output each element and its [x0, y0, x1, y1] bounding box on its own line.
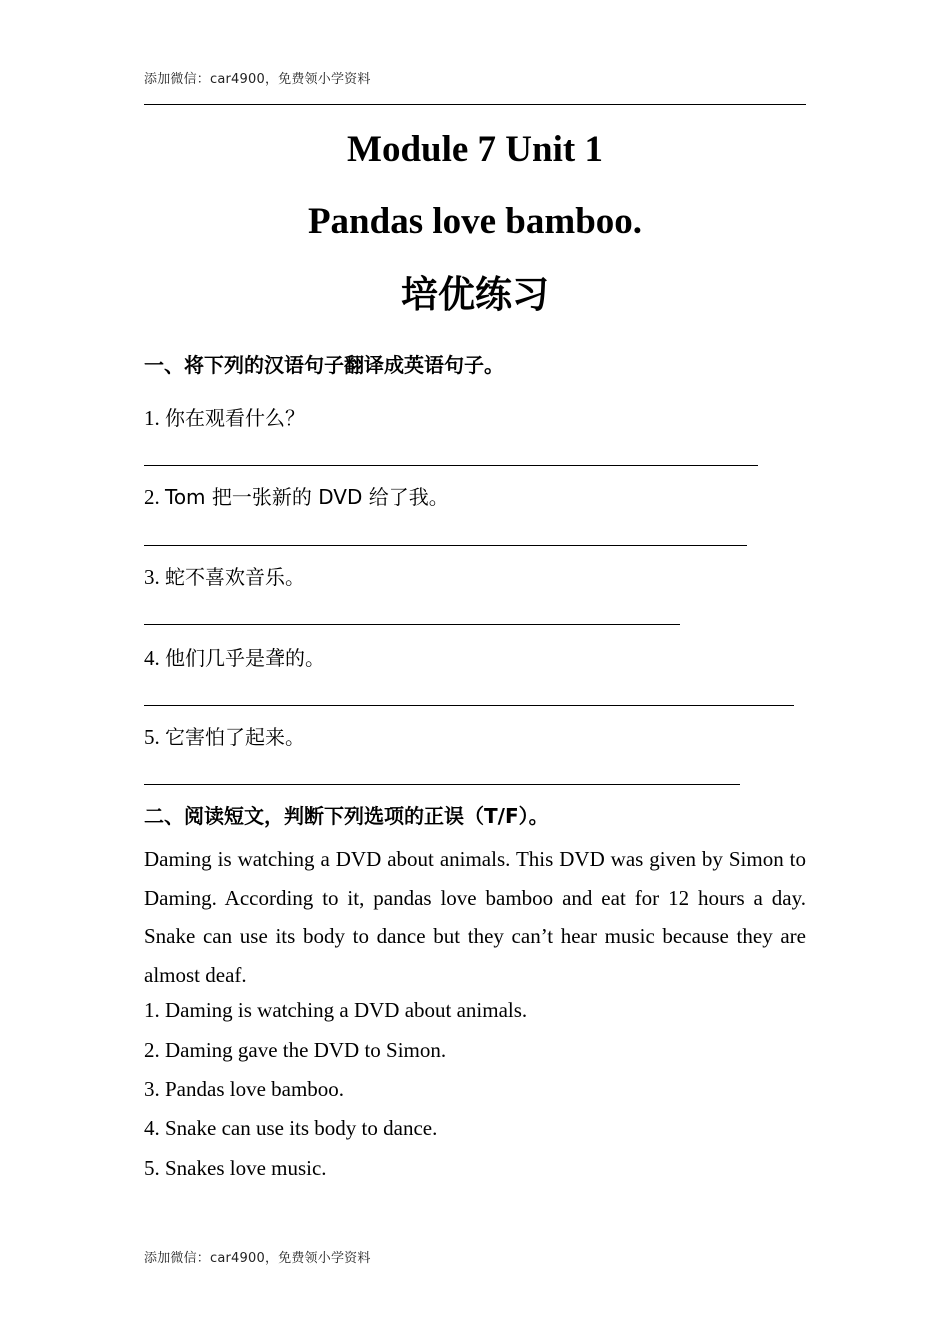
- tf-statement-2: 2. Daming gave the DVD to Simon.: [144, 1038, 447, 1062]
- question-number: 4.: [144, 646, 160, 670]
- question-text: 蛇不喜欢音乐。: [165, 565, 305, 589]
- question-number: 1.: [144, 406, 160, 430]
- translation-question-3: [144, 563, 305, 591]
- question-text: 它害怕了起来。: [165, 725, 305, 749]
- answer-line-1[interactable]: [144, 465, 758, 466]
- question-number: 2.: [144, 485, 160, 509]
- page-title-module: Module 7 Unit 1: [347, 129, 603, 170]
- tf-statement-4: 4. Snake can use its body to dance.: [144, 1116, 438, 1140]
- translation-question-5: [144, 723, 305, 751]
- translation-question-2: [144, 483, 449, 511]
- answer-line-3[interactable]: [144, 624, 680, 625]
- question-text: 他们几乎是聋的。: [165, 646, 325, 670]
- section-1-heading: 一、将下列的汉语句子翻译成英语句子。: [144, 353, 504, 377]
- header-divider: [144, 104, 806, 105]
- tf-statement-3: 3. Pandas love bamboo.: [144, 1077, 345, 1101]
- page-title-unit: Pandas love bamboo.: [307, 201, 643, 242]
- translation-question-1: [144, 404, 305, 432]
- answer-line-2[interactable]: [144, 545, 747, 546]
- answer-line-4[interactable]: [144, 705, 794, 706]
- header-note: 添加微信：car4900，免费领小学资料: [144, 72, 371, 87]
- section-2-heading: 二、阅读短文，判断下列选项的正误（T/F）。: [144, 804, 549, 828]
- tf-statement-1: 1. Daming is watching a DVD about animals.: [144, 998, 528, 1022]
- translation-question-4: [144, 644, 325, 672]
- reading-passage: Daming is watching a DVD about animals. This DVD was given by Simon to Daming. According to it, pandas love bamboo and eat for 12 hours a day. Snake can use its body to dance but they can’t hear music because they are almost deaf.: [144, 847, 806, 987]
- footer-note: 添加微信：car4900，免费领小学资料: [144, 1251, 371, 1266]
- tf-statement-5: 5. Snakes love music.: [144, 1156, 327, 1180]
- answer-line-5[interactable]: [144, 784, 740, 785]
- page-title-practice: 培优练习: [401, 273, 549, 316]
- question-number: 5.: [144, 725, 160, 749]
- question-text: 你在观看什么？: [165, 406, 305, 430]
- question-text: Tom 把一张新的 DVD 给了我。: [165, 485, 449, 509]
- question-number: 3.: [144, 565, 160, 589]
